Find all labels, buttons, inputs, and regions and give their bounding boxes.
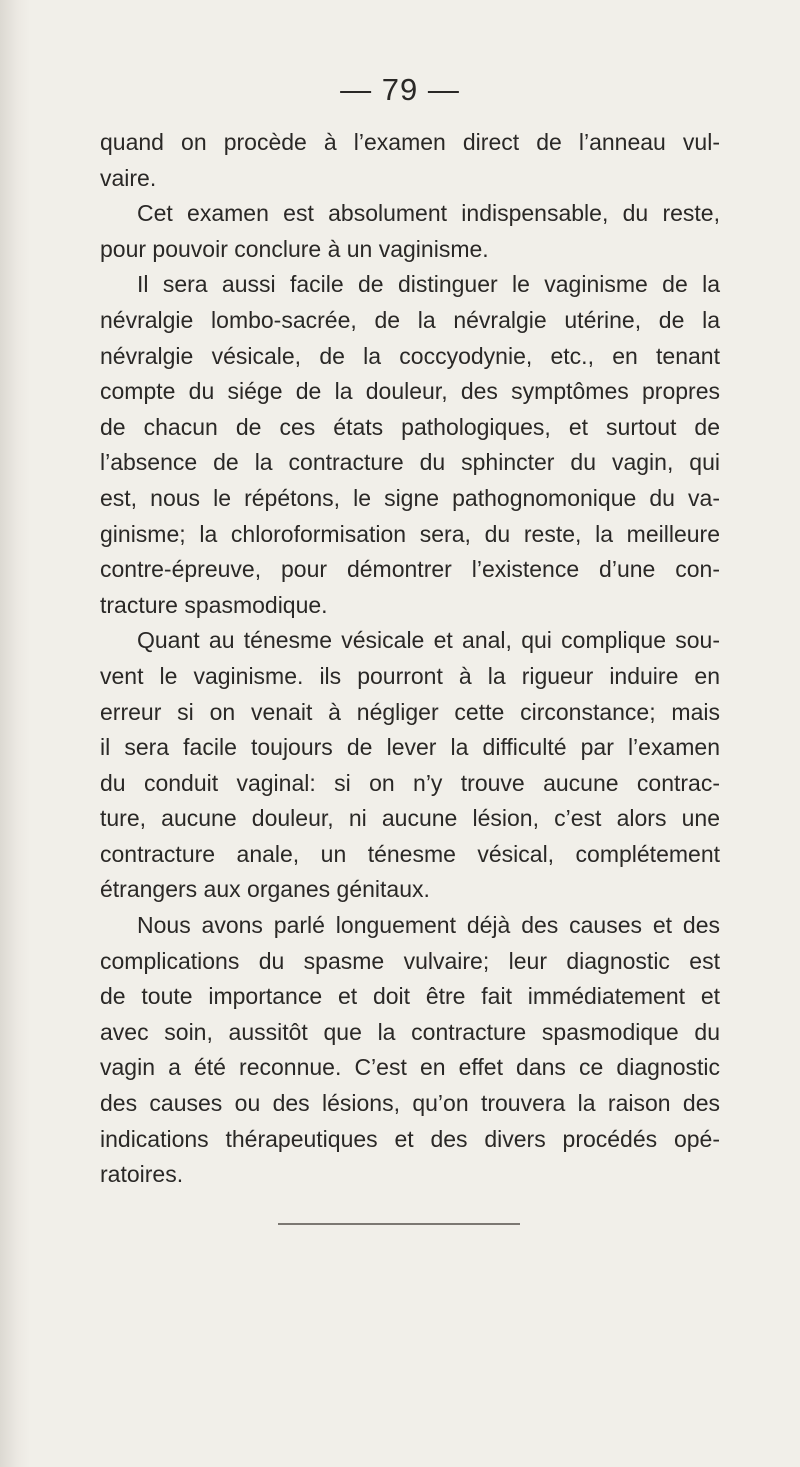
text-line: vaire.	[100, 164, 157, 191]
text-line: indications thérapeutiques et des divers procédés opé-	[100, 1125, 720, 1152]
text-line: est, nous le répétons, le signe pathognomonique du va-	[100, 484, 720, 511]
text-line: étrangers aux organes génitaux.	[100, 876, 430, 903]
text-line: des causes ou des lésions, qu’on trouvera la raison des	[100, 1090, 720, 1117]
text-line: avec soin, aussitôt que la contracture spasmodique du	[100, 1018, 720, 1045]
footer-rule	[278, 1223, 520, 1225]
text-line: contre-épreuve, pour démontrer l’existence d’une con-	[100, 556, 720, 583]
text-line: Nous avons parlé longuement déjà des causes et des	[137, 912, 720, 939]
text-line: ratoires.	[100, 1161, 184, 1188]
text-line: il sera facile toujours de lever la difficulté par l’examen	[100, 734, 720, 761]
text-line: de chacun de ces états pathologiques, et surtout de	[100, 413, 720, 440]
text-line: erreur si on venait à négliger cette circonstance; mais	[100, 698, 720, 725]
text-line: du conduit vaginal: si on n’y trouve aucune contrac-	[100, 769, 720, 796]
text-line: tracture spasmodique.	[100, 591, 328, 618]
text-line: complications du spasme vulvaire; leur diagnostic est	[100, 947, 720, 974]
text-line: quand on procède à l’examen direct de l’anneau vul-	[100, 129, 720, 155]
text-line: ginisme; la chloroformisation sera, du reste, la meilleure	[100, 520, 720, 547]
text-line: vent le vaginisme. ils pourront à la rigueur induire en	[100, 662, 720, 689]
text-line: pour pouvoir conclure à un vaginisme.	[100, 235, 489, 262]
text-line: l’absence de la contracture du sphincter du vagin, qui	[100, 449, 720, 476]
text-line: compte du siége de la douleur, des symptômes propres	[100, 378, 720, 405]
text-line: névralgie lombo-sacrée, de la névralgie utérine, de la	[100, 306, 720, 333]
text-line: Quant au ténesme vésicale et anal, qui complique sou-	[137, 627, 720, 654]
text-line: vagin a été reconnue. C’est en effet dans ce diagnostic	[100, 1054, 720, 1081]
text-line: ture, aucune douleur, ni aucune lésion, c’est alors une	[100, 805, 720, 832]
text-line: Cet examen est absolument indispensable, du reste,	[137, 200, 720, 227]
page-number: — 79 —	[340, 72, 460, 107]
text-line: Il sera aussi facile de distinguer le vaginisme de la	[137, 271, 720, 298]
text-line: névralgie vésicale, de la coccyodynie, etc., en tenant	[100, 342, 720, 369]
text-line: de toute importance et doit être fait immédiatement et	[100, 983, 720, 1010]
text-line: contracture anale, un ténesme vésical, complétement	[100, 840, 720, 867]
body-text	[100, 125, 720, 1193]
binding-shadow	[0, 0, 30, 1467]
